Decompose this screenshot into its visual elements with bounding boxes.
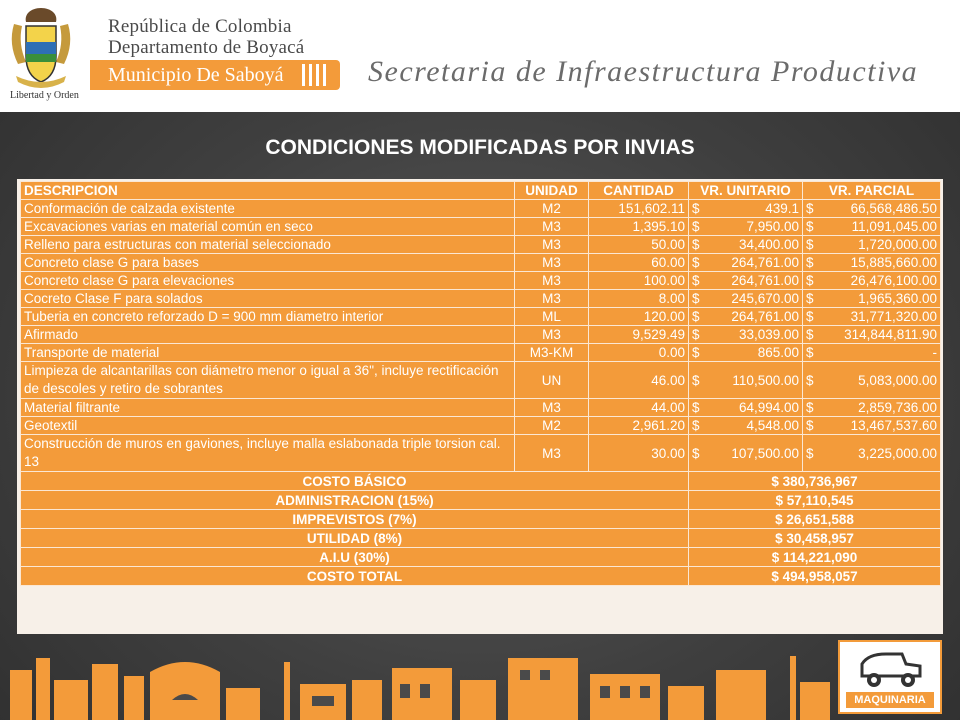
cell-unit: M3 xyxy=(515,236,589,254)
cell-quantity: 120.00 xyxy=(589,308,689,326)
currency-symbol: $ xyxy=(806,291,814,306)
currency-symbol: $ xyxy=(692,345,700,360)
cell-quantity: 1,395.10 xyxy=(589,218,689,236)
cell-unit-price xyxy=(689,435,803,472)
cell-description: Conformación de calzada existente xyxy=(21,200,515,218)
currency-symbol: $ xyxy=(692,237,700,252)
table-row xyxy=(21,200,941,218)
total-value: $ 114,221,090 xyxy=(689,548,941,567)
budget-table xyxy=(20,181,941,586)
unit-price-value: 110,500.00 xyxy=(732,372,799,388)
cell-description: Material filtrante xyxy=(21,399,515,417)
cell-unit-price xyxy=(689,399,803,417)
cell-unit: M3 xyxy=(515,435,589,472)
republic-label: República de Colombia xyxy=(108,16,292,37)
column-header-description: DESCRIPCION xyxy=(21,182,515,200)
cell-description: Concreto clase G para bases xyxy=(21,254,515,272)
table-row xyxy=(21,290,941,308)
currency-symbol: $ xyxy=(692,327,700,342)
table-row xyxy=(21,308,941,326)
currency-symbol: $ xyxy=(692,273,700,288)
column-header-partial: VR. PARCIAL xyxy=(803,182,941,200)
column-header-quantity: CANTIDAD xyxy=(589,182,689,200)
cell-unit-price xyxy=(689,344,803,362)
cell-description: Afirmado xyxy=(21,326,515,344)
partial-value: 31,771,320.00 xyxy=(850,309,937,324)
cell-partial xyxy=(803,399,941,417)
cell-unit-price xyxy=(689,272,803,290)
budget-table-body xyxy=(21,200,941,586)
cell-unit: M3 xyxy=(515,399,589,417)
table-row xyxy=(21,435,941,472)
unit-price-value: 264,761.00 xyxy=(731,273,799,288)
total-label: IMPREVISTOS (7%) xyxy=(21,510,689,529)
currency-symbol: $ xyxy=(692,291,700,306)
currency-symbol: $ xyxy=(806,345,814,360)
stripes-icon xyxy=(300,62,332,88)
cell-quantity: 151,602.11 xyxy=(589,200,689,218)
table-row xyxy=(21,326,941,344)
total-label: A.I.U (30%) xyxy=(21,548,689,567)
total-label: COSTO TOTAL xyxy=(21,567,689,586)
cell-unit: M2 xyxy=(515,200,589,218)
partial-value: 5,083,000.00 xyxy=(858,372,937,388)
total-value: $ 380,736,967 xyxy=(689,472,941,491)
cell-partial xyxy=(803,417,941,435)
cell-unit-price xyxy=(689,254,803,272)
currency-symbol: $ xyxy=(806,219,814,234)
currency-symbol: $ xyxy=(692,219,700,234)
cell-quantity: 44.00 xyxy=(589,399,689,417)
table-row xyxy=(21,399,941,417)
currency-symbol: $ xyxy=(692,201,700,216)
cell-unit: UN xyxy=(515,362,589,399)
totals-row xyxy=(21,510,941,529)
partial-value: 314,844,811.90 xyxy=(844,327,937,342)
currency-symbol: $ xyxy=(692,372,700,388)
cell-quantity: 60.00 xyxy=(589,254,689,272)
unit-price-value: 245,670.00 xyxy=(731,291,799,306)
cell-quantity: 2,961.20 xyxy=(589,417,689,435)
total-label: COSTO BÁSICO xyxy=(21,472,689,491)
currency-symbol: $ xyxy=(806,309,814,324)
unit-price-value: 64,994.00 xyxy=(738,400,799,415)
partial-value: 1,965,360.00 xyxy=(858,291,937,306)
town-skyline-illustration xyxy=(0,640,960,720)
totals-row xyxy=(21,567,941,586)
cell-unit: M3 xyxy=(515,254,589,272)
cell-unit-price xyxy=(689,326,803,344)
cell-description: Geotextil xyxy=(21,417,515,435)
machinery-badge xyxy=(838,640,942,714)
partial-value: 26,476,100.00 xyxy=(850,273,937,288)
currency-symbol: $ xyxy=(806,372,814,388)
cell-description: Tuberia en concreto reforzado D = 900 mm diametro interior xyxy=(21,308,515,326)
table-row xyxy=(21,272,941,290)
cell-partial xyxy=(803,290,941,308)
currency-symbol: $ xyxy=(806,273,814,288)
table-row xyxy=(21,236,941,254)
table-row xyxy=(21,344,941,362)
unit-price-value: 7,950.00 xyxy=(746,219,799,234)
motto-text: Libertad y Orden xyxy=(10,90,79,101)
totals-row xyxy=(21,491,941,510)
table-header-row xyxy=(21,182,941,200)
currency-symbol: $ xyxy=(692,418,700,433)
cell-partial xyxy=(803,308,941,326)
municipality-label: Municipio De Saboyá xyxy=(108,64,284,86)
table-row xyxy=(21,417,941,435)
cell-quantity: 50.00 xyxy=(589,236,689,254)
cell-partial xyxy=(803,326,941,344)
secretariat-title: Secretaria de Infraestructura Productiva xyxy=(368,55,919,88)
total-label: UTILIDAD (8%) xyxy=(21,529,689,548)
cell-unit: M3 xyxy=(515,218,589,236)
unit-price-value: 865.00 xyxy=(757,345,799,360)
cell-partial xyxy=(803,435,941,472)
currency-symbol: $ xyxy=(692,445,700,461)
cell-quantity: 9,529.49 xyxy=(589,326,689,344)
cell-partial xyxy=(803,344,941,362)
cell-unit: M3 xyxy=(515,272,589,290)
page-title: CONDICIONES MODIFICADAS POR INVIAS xyxy=(265,136,695,159)
cell-description: Transporte de material xyxy=(21,344,515,362)
partial-value: 2,859,736.00 xyxy=(858,400,937,415)
cell-partial xyxy=(803,362,941,399)
table-row xyxy=(21,254,941,272)
total-value: $ 30,458,957 xyxy=(689,529,941,548)
cell-partial xyxy=(803,254,941,272)
unit-price-value: 264,761.00 xyxy=(731,309,799,324)
partial-value: 13,467,537.60 xyxy=(850,418,937,433)
column-header-unit: UNIDAD xyxy=(515,182,589,200)
budget-table-container xyxy=(17,179,943,634)
currency-symbol: $ xyxy=(806,327,814,342)
totals-row xyxy=(21,472,941,491)
partial-value: 15,885,660.00 xyxy=(850,255,937,270)
partial-value: 11,091,045.00 xyxy=(851,219,937,234)
partial-value: 1,720,000.00 xyxy=(858,237,937,252)
cell-quantity: 30.00 xyxy=(589,435,689,472)
unit-price-value: 264,761.00 xyxy=(731,255,799,270)
currency-symbol: $ xyxy=(806,445,814,461)
cell-description: Construcción de muros en gaviones, incluye malla eslabonada triple torsion cal. 13 xyxy=(21,435,515,472)
cell-description: Excavaciones varias en material común en seco xyxy=(21,218,515,236)
table-row xyxy=(21,218,941,236)
currency-symbol: $ xyxy=(692,400,700,415)
cell-unit-price xyxy=(689,200,803,218)
total-label: ADMINISTRACION (15%) xyxy=(21,491,689,510)
unit-price-value: 439.1 xyxy=(765,201,799,216)
cell-unit: M3 xyxy=(515,326,589,344)
partial-value: 3,225,000.00 xyxy=(858,445,937,461)
cell-quantity: 0.00 xyxy=(589,344,689,362)
unit-price-value: 34,400.00 xyxy=(738,237,799,252)
cell-quantity: 100.00 xyxy=(589,272,689,290)
table-row xyxy=(21,362,941,399)
cell-unit-price xyxy=(689,362,803,399)
partial-value: 66,568,486.50 xyxy=(850,201,937,216)
cell-unit: M3 xyxy=(515,290,589,308)
currency-symbol: $ xyxy=(806,255,814,270)
currency-symbol: $ xyxy=(806,400,814,415)
cell-unit: ML xyxy=(515,308,589,326)
partial-value: - xyxy=(932,345,937,360)
coat-of-arms-logo xyxy=(6,4,76,100)
unit-price-value: 107,500.00 xyxy=(731,445,799,461)
cell-unit-price xyxy=(689,308,803,326)
column-header-unit-price: VR. UNITARIO xyxy=(689,182,803,200)
cell-description: Limpieza de alcantarillas con diámetro menor o igual a 36", incluye rectificación de descoles y retiro de sobrantes xyxy=(21,362,515,399)
cell-unit-price xyxy=(689,417,803,435)
total-value: $ 494,958,057 xyxy=(689,567,941,586)
currency-symbol: $ xyxy=(692,309,700,324)
cell-unit-price xyxy=(689,236,803,254)
cell-description: Concreto clase G para elevaciones xyxy=(21,272,515,290)
totals-row xyxy=(21,529,941,548)
cell-unit-price xyxy=(689,218,803,236)
cell-partial xyxy=(803,200,941,218)
total-value: $ 57,110,545 xyxy=(689,491,941,510)
cell-partial xyxy=(803,272,941,290)
cell-partial xyxy=(803,218,941,236)
cell-quantity: 46.00 xyxy=(589,362,689,399)
total-value: $ 26,651,588 xyxy=(689,510,941,529)
currency-symbol: $ xyxy=(806,201,814,216)
currency-symbol: $ xyxy=(806,418,814,433)
cell-unit: M2 xyxy=(515,417,589,435)
currency-symbol: $ xyxy=(806,237,814,252)
header-band xyxy=(0,0,960,112)
cell-unit-price xyxy=(689,290,803,308)
cell-unit: M3-KM xyxy=(515,344,589,362)
truck-icon xyxy=(856,646,926,690)
cell-description: Cocreto Clase F para solados xyxy=(21,290,515,308)
machinery-label: MAQUINARIA xyxy=(846,692,934,708)
unit-price-value: 4,548.00 xyxy=(746,418,799,433)
unit-price-value: 33,039.00 xyxy=(738,327,799,342)
cell-description: Relleno para estructuras con material seleccionado xyxy=(21,236,515,254)
totals-row xyxy=(21,548,941,567)
currency-symbol: $ xyxy=(692,255,700,270)
cell-quantity: 8.00 xyxy=(589,290,689,308)
cell-partial xyxy=(803,236,941,254)
department-label: Departamento de Boyacá xyxy=(108,37,305,58)
